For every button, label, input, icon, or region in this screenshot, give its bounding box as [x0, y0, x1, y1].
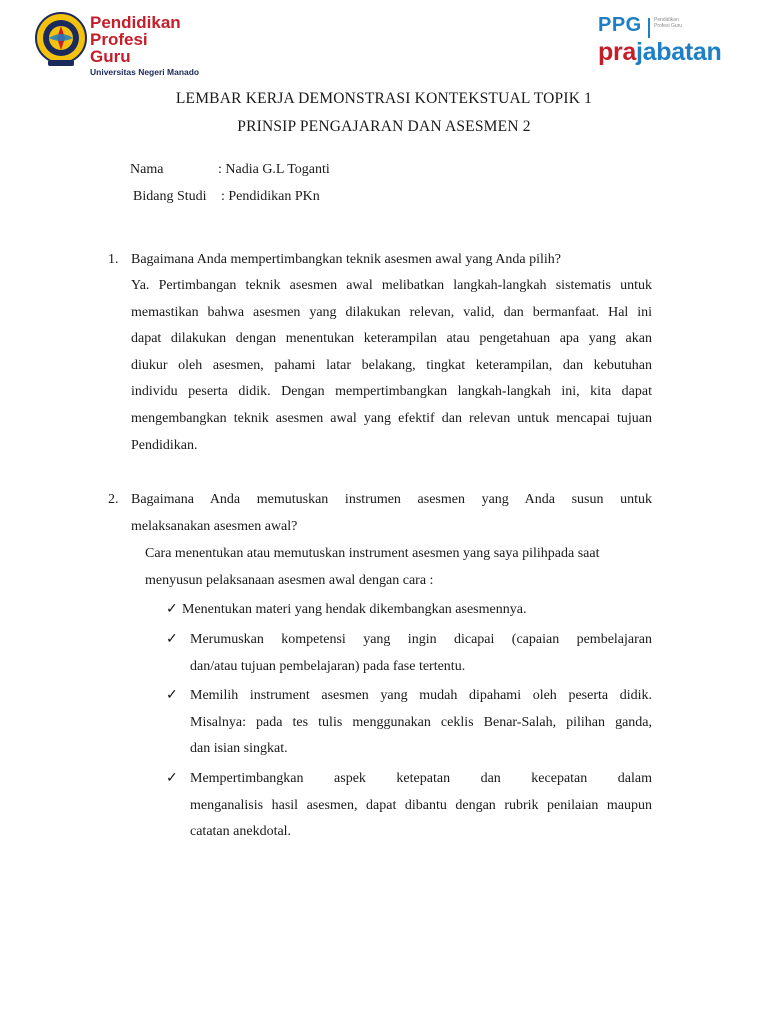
list-item-text: catatan anekdotal. — [190, 824, 292, 840]
ppg-unima-logo — [34, 10, 204, 77]
name-label: Nama — [130, 162, 164, 177]
answer-line: Ya. Pertimbangan teknik asesmen awal melibatkan langkah-langkah sistematis untuk — [131, 278, 652, 293]
answer-line: individu peserta didik. Dengan mempertimbangkan langkah-langkah ini, kita dapat — [131, 384, 652, 400]
answer-line: menyusun pelaksanaan asesmen awal dengan cara : — [145, 572, 434, 588]
question-number: 1. — [108, 252, 119, 267]
question-text: Bagaimana Anda mempertimbangkan teknik asesmen awal yang Anda pilih? — [131, 252, 561, 267]
check-icon: ✓ — [166, 602, 178, 617]
question-number: 2. — [108, 492, 119, 507]
list-item-text: menganalisis hasil asesmen, dapat dibantu dengan rubrik penilaian maupun — [190, 797, 652, 813]
answer-line: memastikan bahwa asesmen yang dilakukan relevan, valid, dan bermanfaat. Hal ini — [131, 304, 652, 320]
list-item-text: Menentukan materi yang hendak dikembangkan asesmennya. — [182, 602, 527, 617]
list-item-text: Merumuskan kompetensi yang ingin dicapai (capaian pembelajaran — [190, 632, 652, 647]
ppg-small-text: Pendidikan Profesi Guru — [654, 17, 683, 29]
check-icon: ✓ — [166, 771, 178, 786]
list-item-text: dan isian singkat. — [190, 741, 288, 757]
answer-1 — [131, 273, 652, 459]
list-item-text: dan/atau tujuan pembelajaran) pada fase tertentu. — [190, 658, 466, 674]
answer-line: Pendidikan. — [131, 437, 198, 453]
logo-line-profesi: Profesi — [90, 30, 148, 49]
question-line: Bagaimana Anda memutuskan instrumen asesmen yang Anda susun untuk — [131, 492, 652, 507]
name-value: : Nadia G.L Toganti — [218, 162, 330, 177]
question-text — [131, 487, 652, 540]
check-icon: ✓ — [166, 688, 178, 703]
question-line: melaksanakan asesmen awal? — [131, 518, 298, 534]
list-item-text: Misalnya: pada tes tulis menggunakan ceklis Benar-Salah, pilihan ganda, — [190, 714, 652, 730]
list-item-text: Mempertimbangkan aspek ketepatan dan kecepatan dalam — [190, 771, 652, 786]
logo-line-pendidikan: Pendidikan — [90, 13, 181, 32]
ppg-prajabatan-logo — [598, 12, 738, 72]
answer-line: diukur oleh asesmen, pahami latar belakang, tingkat keterampilan, dan kebutuhan — [131, 357, 652, 373]
answer-line: mengembangkan teknik asesmen awal yang efektif dan relevan untuk mencapai tujuan — [131, 410, 652, 426]
document-subtitle: PRINSIP PENGAJARAN DAN ASESMEN 2 — [237, 118, 531, 135]
answer-line: Cara menentukan atau memutuskan instrument asesmen yang saya pilihpada saat — [145, 546, 600, 561]
field-value: : Pendidikan PKn — [221, 189, 320, 204]
logo-university: Universitas Negeri Manado — [90, 67, 200, 77]
prajabatan-blue: jabatan — [636, 38, 722, 66]
unima-seal-icon — [34, 10, 88, 70]
ppg-mark: PPG — [598, 14, 642, 36]
document-title: LEMBAR KERJA DEMONSTRASI KONTEKSTUAL TOPIK 1 — [175, 90, 593, 107]
logo-divider — [648, 18, 650, 38]
prajabatan-wordmark — [598, 38, 721, 67]
check-icon: ✓ — [166, 632, 178, 647]
prajabatan-red: pra — [598, 38, 637, 66]
logo-line-guru: Guru — [90, 47, 131, 66]
list-item-text: Memilih instrument asesmen yang mudah dipahami oleh peserta didik. — [190, 688, 652, 703]
answer-2 — [145, 541, 652, 594]
answer-line: dapat dilakukan dengan menentukan keterampilan atau pengetahuan apa yang akan — [131, 331, 652, 347]
field-label: Bidang Studi — [133, 189, 207, 204]
